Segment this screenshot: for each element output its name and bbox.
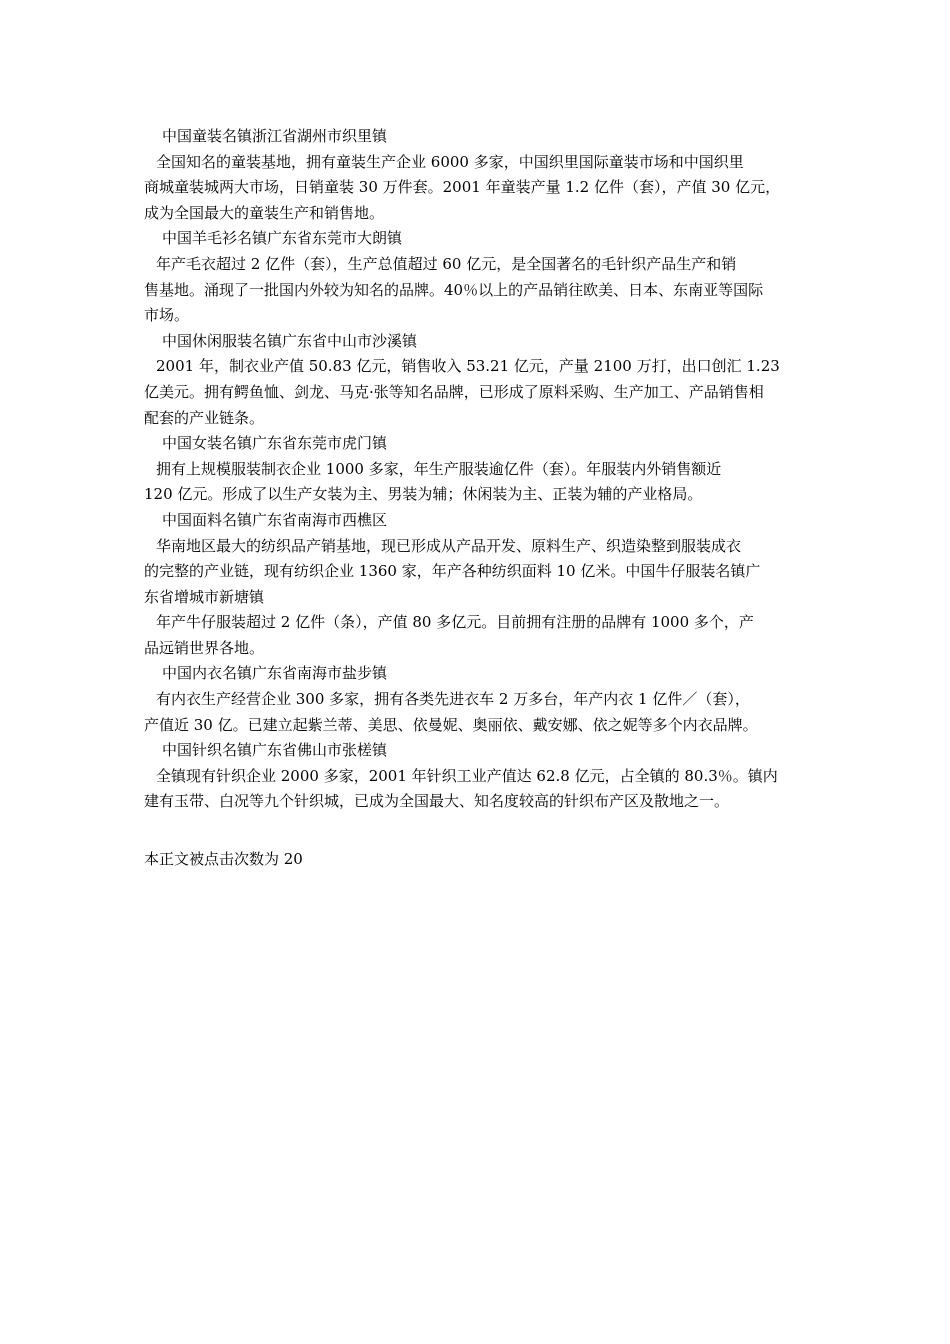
paragraph-line: 品远销世界各地。 [144, 638, 265, 657]
paragraph-line: 产值近 30 亿。已建立起紫兰蒂、美思、依曼妮、奥丽依、戴安娜、依之妮等多个内衣品牌。 [144, 715, 758, 734]
paragraph-line: 拥有上规模服装制衣企业 1000 多家，年生产服装逾亿件（套）。年服装内外销售额近 [156, 459, 722, 478]
paragraph-line: 商城童装城两大市场，日销童装 30 万件套。2001 年童装产量 1.2 亿件（套），产值 30 亿元， [144, 178, 781, 197]
paragraph-line: 年产牛仔服装超过 2 亿件（条），产值 80 多亿元。目前拥有注册的品牌有 1000 多个，产 [156, 613, 754, 632]
article-body [144, 124, 812, 815]
paragraph-line: 有内衣生产经营企业 300 多家，拥有各类先进衣车 2 万多台，年产内衣 1 亿件／（套）， [156, 690, 750, 709]
section-heading: 中国休闲服装名镇广东省中山市沙溪镇 [162, 331, 418, 350]
paragraph-line: 全国知名的童装基地，拥有童装生产企业 6000 多家，中国织里国际童装市场和中国织里 [156, 152, 744, 171]
paragraph-line: 亿美元。拥有鳄鱼恤、剑龙、马克·张等知名品牌，已形成了原料采购、生产加工、产品销售相 [144, 382, 764, 401]
paragraph-line: 华南地区最大的纺织品产销基地，现已形成从产品开发、原料生产、织造染整到服装成衣 [156, 536, 742, 555]
paragraph-line: 120 亿元。形成了以生产女装为主、男装为辅；休闲装为主、正装为辅的产业格局。 [144, 485, 703, 504]
paragraph-line: 2001 年，制衣业产值 50.83 亿元，销售收入 53.21 亿元，产量 2100 万打，出口创汇 1.23 [156, 357, 780, 376]
section-heading: 中国女装名镇广东省东莞市虎门镇 [162, 434, 388, 453]
paragraph-line: 年产毛衣超过 2 亿件（套），生产总值超过 60 亿元，是全国著名的毛针织产品生产和销 [156, 254, 737, 273]
paragraph-line: 售基地。涌现了一批国内外较为知名的品牌。40％以上的产品销往欧美、日本、东南亚等国际 [144, 280, 764, 299]
section-heading: 中国童装名镇浙江省湖州市织里镇 [162, 127, 388, 145]
paragraph-line: 的完整的产业链，现有纺织企业 1360 家，年产各种纺织面料 10 亿米。中国牛仔服装名镇广 [144, 562, 761, 581]
paragraph-line: 建有玉带、白况等九个针织城，已成为全国最大、知名度较高的针织布产区及散地之一。 [144, 792, 730, 811]
paragraph-line: 东省增城市新塘镇 [144, 587, 265, 606]
paragraph-line: 全镇现有针织企业 2000 多家，2001 年针织工业产值达 62.8 亿元，占全镇的 80.3％。镇内 [156, 766, 778, 785]
paragraph-line: 配套的产业链条。 [144, 408, 265, 427]
section-heading: 中国针织名镇广东省佛山市张槎镇 [162, 741, 388, 760]
section-heading: 中国面料名镇广东省南海市西樵区 [162, 510, 388, 529]
section-heading: 中国羊毛衫名镇广东省东莞市大朗镇 [162, 229, 403, 248]
section-heading: 中国内衣名镇广东省南海市盐步镇 [162, 664, 388, 683]
view-count: 本正文被点击次数为 20 [144, 850, 303, 868]
paragraph-line: 市场。 [144, 306, 190, 325]
paragraph-line: 成为全国最大的童装生产和销售地。 [144, 203, 385, 222]
